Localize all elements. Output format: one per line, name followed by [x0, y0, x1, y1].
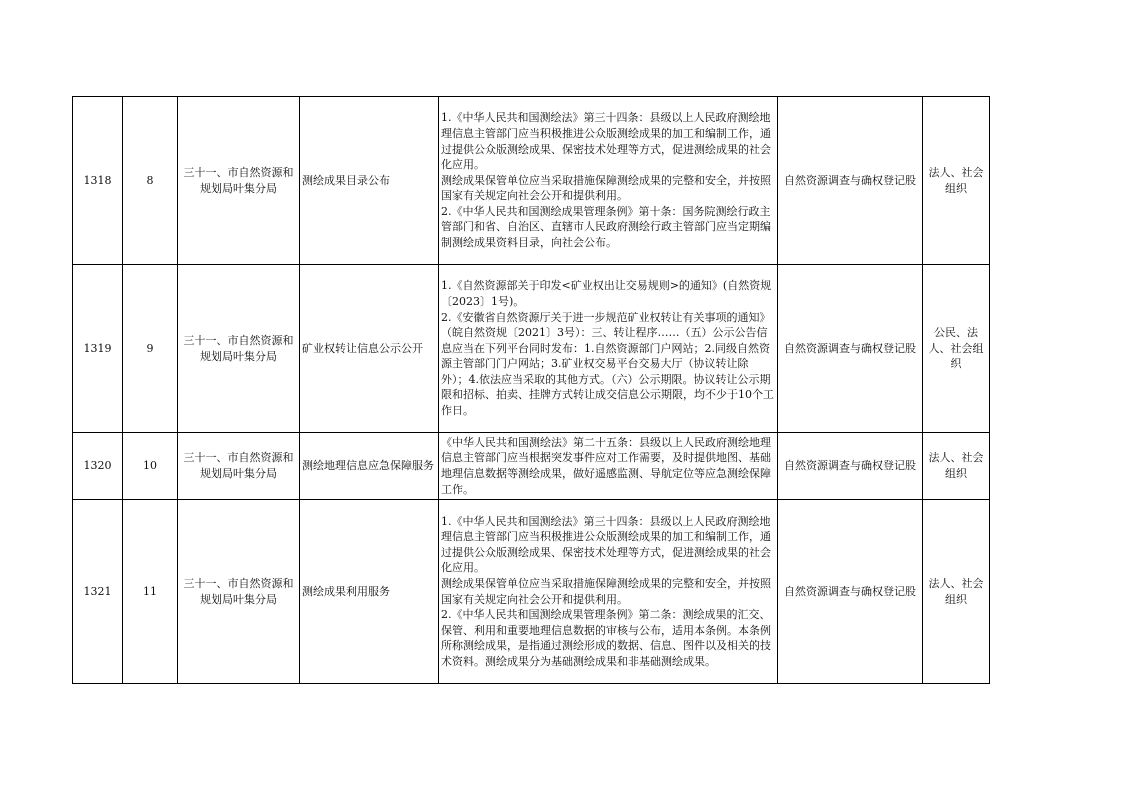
legal-basis-text: 1.《中华人民共和国测绘法》第三十四条：县级以上人民政府测绘地理信息主管部门应当积极推进公众版测绘成果的加工和编制工作，通过提供公众版测绘成果、保密技术处理等方式，促进测绘成果的社会化应用。 测绘成果保管单位应当采取措施保障测绘成果的完整和安全，并按照国家有关规定向社会公开和提供利用。 2.《中华人民共和国测绘成果管理条例》第二条：测绘成果的汇交、保管、利用和重要地理信息数据的审核与公布，适用本条例。本条例所称测绘成果，是指通过测绘形成的数据、信息、图件以及相关的技术资料。测绘成果分为基础测绘成果和非基础测绘成果。 — [441, 514, 771, 668]
department-cell: 三十一、市自然资源和规划局叶集分局 — [178, 97, 300, 265]
target-object-cell: 法人、社会组织 — [923, 97, 990, 265]
table-row — [73, 500, 990, 684]
row-number: 1320 — [73, 433, 123, 500]
item-name-cell: 测绘成果目录公布 — [300, 97, 439, 265]
legal-basis-cell — [439, 265, 778, 433]
legal-basis-text: 1.《自然资源部关于印发<矿业权出让交易规则>的通知》(自然资规〔2023〕1号)。 2.《安徽省自然资源厅关于进一步规范矿业权转让有关事项的通知》（皖自然资规〔2021〕3号）：三、转让程序……（五）公示公告信息应当在下列平台同时发布：1.自然资源部门户网站；2.同级自然资源主管部门门户网站；3.矿业权交易平台交易大厅（协议转让除外）；4.依法应当采取的其他方式。（六）公示期限。协议转让公示期限和招标、拍卖、挂牌方式转让成交信息公示期限，均不少于10个工作日。 — [441, 279, 774, 418]
department-cell: 三十一、市自然资源和规划局叶集分局 — [178, 433, 300, 500]
row-sequence: 10 — [123, 433, 178, 500]
table-row — [73, 265, 990, 433]
responsible-unit-cell: 自然资源调查与确权登记股 — [778, 433, 923, 500]
legal-basis-cell — [439, 500, 778, 684]
item-name-cell: 矿业权转让信息公示公开 — [300, 265, 439, 433]
row-number: 1318 — [73, 97, 123, 265]
row-sequence: 11 — [123, 500, 178, 684]
target-object-cell: 法人、社会组织 — [923, 500, 990, 684]
department-cell: 三十一、市自然资源和规划局叶集分局 — [178, 500, 300, 684]
item-name-cell: 测绘地理信息应急保障服务 — [300, 433, 439, 500]
legal-basis-text: 《中华人民共和国测绘法》第二十五条：县级以上人民政府测绘地理信息主管部门应当根据突发事件应对工作需要，及时提供地图、基础地理信息数据等测绘成果，做好遥感监测、导航定位等应急测绘保障工作。 — [441, 435, 771, 496]
responsible-unit-cell: 自然资源调查与确权登记股 — [778, 97, 923, 265]
target-object-cell: 公民、法人、社会组织 — [923, 265, 990, 433]
legal-basis-cell — [439, 97, 778, 265]
row-number: 1319 — [73, 265, 123, 433]
responsible-unit-cell: 自然资源调查与确权登记股 — [778, 265, 923, 433]
legal-basis-text: 1.《中华人民共和国测绘法》第三十四条：县级以上人民政府测绘地理信息主管部门应当积极推进公众版测绘成果的加工和编制工作，通过提供公众版测绘成果、保密技术处理等方式，促进测绘成果的社会化应用。 测绘成果保管单位应当采取措施保障测绘成果的完整和安全，并按照国家有关规定向社会公开和提供利用。 2.《中华人民共和国测绘成果管理条例》第十条：国务院测绘行政主管部门和省、自治区、直辖市人民政府测绘行政主管部门应当定期编制测绘成果资料目录，向社会公布。 — [441, 111, 771, 250]
responsible-unit-cell: 自然资源调查与确权登记股 — [778, 500, 923, 684]
department-cell: 三十一、市自然资源和规划局叶集分局 — [178, 265, 300, 433]
table-row — [73, 433, 990, 500]
legal-basis-cell — [439, 433, 778, 500]
table-row — [73, 97, 990, 265]
target-object-cell: 法人、社会组织 — [923, 433, 990, 500]
row-sequence: 9 — [123, 265, 178, 433]
disclosure-table — [72, 96, 990, 684]
row-number: 1321 — [73, 500, 123, 684]
row-sequence: 8 — [123, 97, 178, 265]
item-name-cell: 测绘成果利用服务 — [300, 500, 439, 684]
